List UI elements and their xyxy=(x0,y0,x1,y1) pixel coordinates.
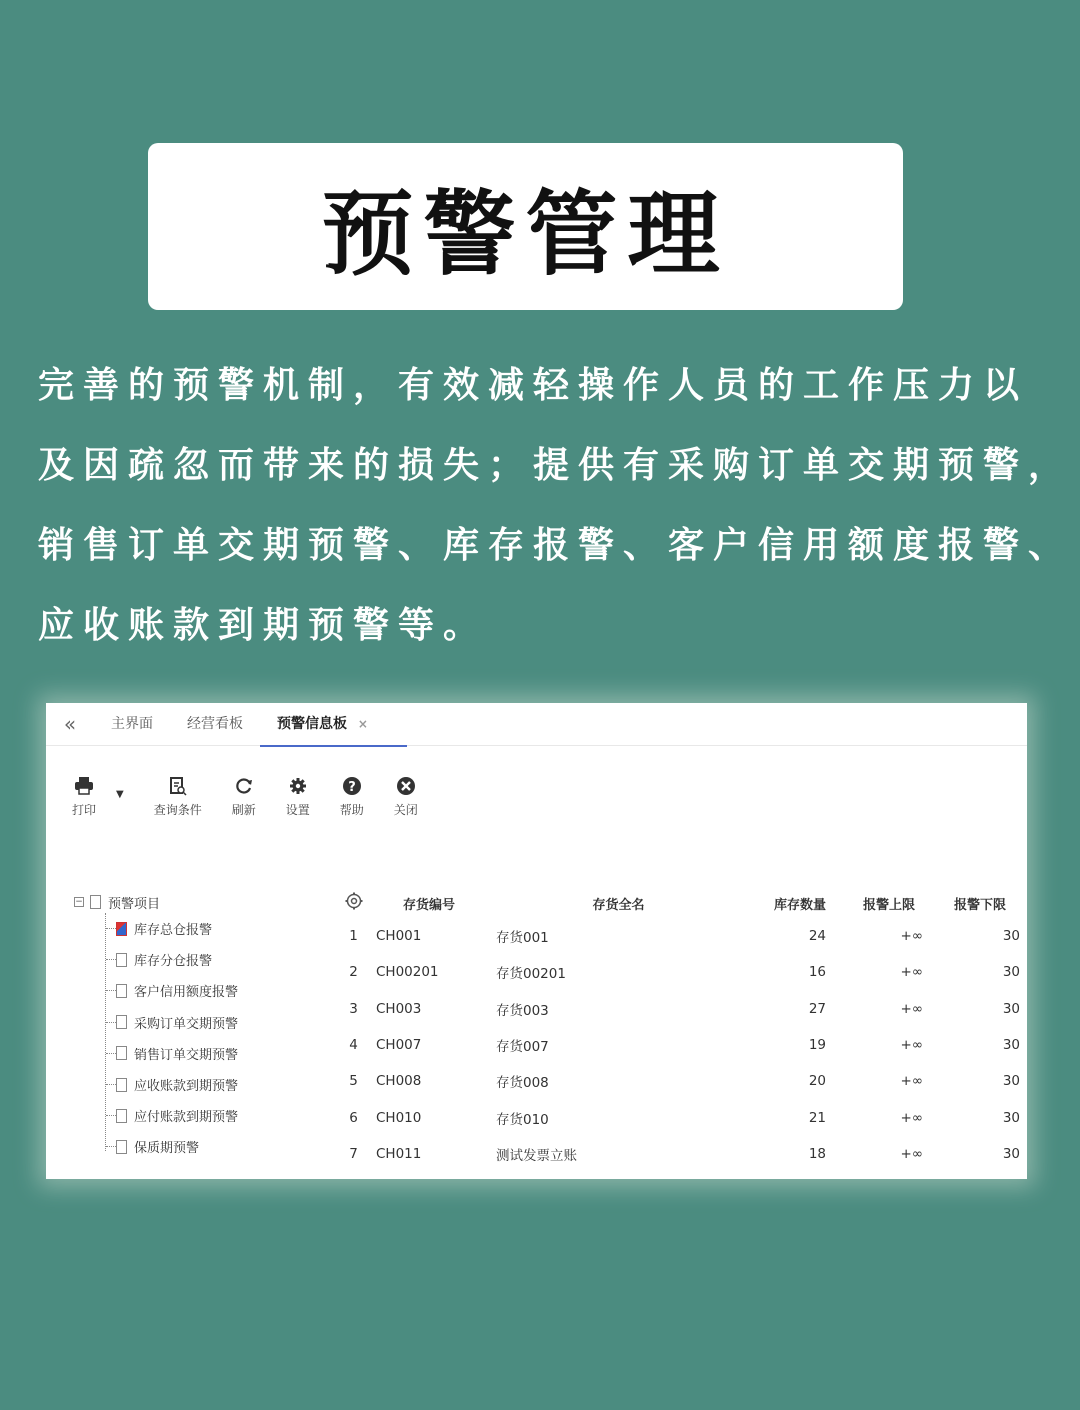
cell-item-code: CH007 xyxy=(376,1037,422,1054)
cell-item-code: CH008 xyxy=(376,1073,422,1090)
tree-root-label: 预警项目 xyxy=(108,896,161,912)
row-number: 3 xyxy=(349,1000,358,1017)
tree-item-label: 应付账款到期预警 xyxy=(134,1110,239,1126)
cell-item-code: CH010 xyxy=(376,1109,422,1126)
cell-stock-qty: 27 xyxy=(808,1000,826,1017)
close-button[interactable] xyxy=(394,775,418,818)
tree-item[interactable] xyxy=(74,1038,314,1069)
cell-item-name: 存货008 xyxy=(496,1075,549,1092)
row-number: 7 xyxy=(349,1145,358,1162)
close-label: 关闭 xyxy=(393,803,418,817)
grid-header xyxy=(331,888,1027,918)
table-row[interactable] xyxy=(331,1136,1027,1172)
close-icon xyxy=(396,775,416,797)
description-line: 应收账款到期预警等。 xyxy=(38,605,489,646)
tree-item-label: 客户信用额度报警 xyxy=(134,985,239,1001)
tree-item-label: 库存总仓报警 xyxy=(134,923,213,939)
cell-item-name: 存货007 xyxy=(496,1039,549,1056)
tree-item[interactable] xyxy=(74,944,314,975)
cell-item-name: 存货001 xyxy=(496,930,549,947)
doc-icon xyxy=(116,1015,127,1029)
app-window xyxy=(46,703,1027,1179)
cell-item-name: 存货00201 xyxy=(496,966,566,983)
tree-item-label: 保质期预警 xyxy=(134,1141,200,1157)
cell-item-code: CH001 xyxy=(376,928,422,945)
toolbar xyxy=(72,775,448,818)
cell-stock-qty: 21 xyxy=(808,1109,826,1126)
title-card xyxy=(148,143,903,310)
settings-label: 设置 xyxy=(285,803,310,817)
print-dropdown-icon[interactable]: ▼ xyxy=(116,789,124,800)
gear-icon xyxy=(289,775,307,797)
cell-item-code: CH00201 xyxy=(376,964,439,981)
table-row[interactable] xyxy=(331,991,1027,1027)
description-line: 及因疏忽而带来的损失；提供有采购订单交期预警， xyxy=(38,445,1074,486)
cell-lower-limit: 30 xyxy=(1002,1145,1020,1162)
tree-item-label: 销售订单交期预警 xyxy=(134,1047,239,1063)
row-number: 1 xyxy=(349,928,358,945)
close-tab-icon[interactable]: × xyxy=(357,716,368,731)
collapse-icon[interactable]: − xyxy=(75,897,83,907)
column-settings-icon[interactable] xyxy=(331,891,376,915)
tab-alert-board-label: 预警信息板 xyxy=(277,715,347,732)
tree-root[interactable] xyxy=(74,891,314,913)
printer-icon xyxy=(74,775,94,797)
cell-stock-qty: 16 xyxy=(808,964,826,981)
print-label: 打印 xyxy=(72,803,97,817)
help-icon xyxy=(342,775,362,797)
cell-item-code: CH011 xyxy=(376,1145,422,1162)
header-lower-limit[interactable]: 报警下限 xyxy=(953,897,1006,913)
description xyxy=(38,346,1074,666)
cell-lower-limit: 30 xyxy=(1002,1109,1020,1126)
cell-upper-limit: +∞ xyxy=(900,1000,923,1017)
tree-item[interactable] xyxy=(74,1131,314,1162)
cell-upper-limit: +∞ xyxy=(900,1037,923,1054)
tab-bar xyxy=(46,703,1027,746)
table-row[interactable] xyxy=(331,918,1027,954)
cell-stock-qty: 18 xyxy=(808,1145,826,1162)
cell-lower-limit: 30 xyxy=(1002,1037,1020,1054)
tree-item-label: 应收账款到期预警 xyxy=(134,1079,239,1095)
cell-item-name: 存货003 xyxy=(496,1002,549,1019)
help-label: 帮助 xyxy=(339,803,364,817)
tab-alert-board[interactable] xyxy=(260,703,385,746)
doc-icon xyxy=(116,1140,127,1154)
refresh-label: 刷新 xyxy=(231,803,256,817)
table-row[interactable] xyxy=(331,1027,1027,1063)
row-number: 6 xyxy=(349,1109,358,1126)
query-button[interactable] xyxy=(154,775,202,818)
table-row[interactable] xyxy=(331,954,1027,990)
tree-item[interactable] xyxy=(74,913,314,944)
folder-icon xyxy=(90,895,101,909)
tab-dashboard[interactable]: 经营看板 xyxy=(187,715,243,732)
row-number: 2 xyxy=(349,964,358,981)
cell-lower-limit: 30 xyxy=(1002,928,1020,945)
query-icon xyxy=(169,775,187,797)
doc-icon xyxy=(116,1078,127,1092)
description-line: 销售订单交期预警、库存报警、客户信用额度报警、 xyxy=(38,525,1074,566)
tree-item[interactable] xyxy=(74,975,314,1006)
tree-item-label: 采购订单交期预警 xyxy=(134,1016,239,1032)
print-button[interactable] xyxy=(72,775,96,818)
settings-button[interactable] xyxy=(286,775,310,818)
cell-stock-qty: 19 xyxy=(808,1037,826,1054)
header-item-name[interactable]: 存货全名 xyxy=(592,897,645,913)
help-button[interactable] xyxy=(340,775,364,818)
cell-lower-limit: 30 xyxy=(1002,964,1020,981)
header-item-code[interactable]: 存货编号 xyxy=(403,897,456,913)
tree-item-label: 库存分仓报警 xyxy=(134,954,213,970)
header-upper-limit[interactable]: 报警上限 xyxy=(862,897,915,913)
cell-item-code: CH003 xyxy=(376,1000,422,1017)
refresh-button[interactable] xyxy=(232,775,256,818)
doc-icon xyxy=(116,1109,127,1123)
doc-icon xyxy=(116,984,127,998)
cell-item-name: 存货010 xyxy=(496,1111,549,1128)
description-line: 完善的预警机制，有效减轻操作人员的工作压力以 xyxy=(38,365,1029,406)
alert-tree xyxy=(74,891,314,1163)
tab-home[interactable]: 主界面 xyxy=(111,715,153,732)
cell-upper-limit: +∞ xyxy=(900,964,923,981)
tree-item[interactable] xyxy=(74,1007,314,1038)
row-number: 5 xyxy=(349,1073,358,1090)
query-label: 查询条件 xyxy=(153,803,202,817)
table-row[interactable] xyxy=(331,1063,1027,1099)
collapse-tabs-icon[interactable]: « xyxy=(63,712,77,736)
cell-upper-limit: +∞ xyxy=(900,1145,923,1162)
alert-doc-icon xyxy=(116,922,127,936)
table-row[interactable] xyxy=(331,1099,1027,1135)
doc-icon xyxy=(116,953,127,967)
header-stock-qty[interactable]: 库存数量 xyxy=(773,897,826,913)
cell-stock-qty: 20 xyxy=(808,1073,826,1090)
refresh-icon xyxy=(234,775,254,797)
cell-lower-limit: 30 xyxy=(1002,1000,1020,1017)
cell-item-name: 测试发票立账 xyxy=(496,1147,577,1164)
tree-item[interactable] xyxy=(74,1069,314,1100)
cell-upper-limit: +∞ xyxy=(900,1109,923,1126)
cell-upper-limit: +∞ xyxy=(900,1073,923,1090)
cell-lower-limit: 30 xyxy=(1002,1073,1020,1090)
cell-stock-qty: 24 xyxy=(808,928,826,945)
page-title: 预警管理 xyxy=(321,180,730,288)
tree-item[interactable] xyxy=(74,1100,314,1131)
alert-grid xyxy=(331,888,1027,1172)
row-number: 4 xyxy=(349,1037,358,1054)
doc-icon xyxy=(116,1046,127,1060)
svg-text:?: ? xyxy=(347,780,356,795)
cell-upper-limit: +∞ xyxy=(900,928,923,945)
